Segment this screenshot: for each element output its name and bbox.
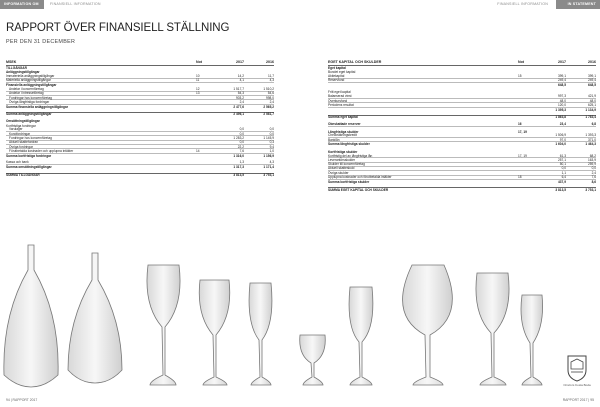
row-value-previous: 2 581,7 — [263, 112, 274, 117]
row-label: Summa kortfristiga fordringar — [6, 153, 52, 158]
row-label: Checkräkningskredit — [328, 133, 357, 138]
header-note: Not — [518, 60, 524, 64]
row-value-previous: 48,0 — [589, 98, 596, 103]
row-value-previous: 1 171,4 — [263, 165, 274, 170]
row-label: Omsättningstillgångar — [6, 119, 40, 124]
champagne-glass-1 — [249, 283, 272, 385]
page-subtitle: PER DEN 31 DECEMBER — [6, 39, 76, 45]
row-label: Överkursfond — [328, 98, 348, 103]
row-value-previous: 0,0 — [269, 127, 274, 132]
row-value-previous: 2,4 — [591, 170, 596, 175]
row-label: Summa omsättningstillgångar — [6, 165, 52, 170]
table-row — [328, 115, 596, 119]
row-label: Materiella anläggningstillgångar — [6, 78, 51, 83]
row-value-previous: 1 783,4 — [585, 115, 596, 120]
row-value-previous: 1 156,9 — [263, 153, 274, 158]
row-note: 14 — [196, 148, 200, 153]
row-value-current: 1 604,0 — [555, 142, 566, 147]
row-value-previous: 54,6 — [267, 91, 274, 96]
row-label: Kortfristiga fordringar — [6, 123, 36, 128]
row-value-previous: 1 510,2 — [263, 86, 274, 91]
row-value-current: 0,0 — [239, 127, 244, 132]
row-value-current: 0,0 — [561, 166, 566, 171]
row-value-previous: 0,3 — [269, 140, 274, 145]
row-note: 18 — [518, 175, 522, 180]
row-value-previous: 163,9 — [588, 157, 596, 162]
row-value-previous: 421,9 — [588, 94, 596, 99]
row-value-previous: 399,1 — [588, 74, 596, 79]
wine-glass-2 — [199, 280, 230, 385]
row-note: 17, 19 — [518, 153, 527, 158]
row-label: Aktiekapital — [328, 74, 345, 79]
tall-wine-glass — [476, 273, 509, 385]
header-note: Not — [196, 60, 202, 64]
row-value-current: 0,0 — [239, 131, 244, 136]
table-row — [6, 154, 274, 158]
row-value-current: 50,1 — [559, 162, 566, 167]
section-tab-left: INFORMATION OM — [0, 0, 44, 9]
row-label: SUMMA TILLGÅNGAR — [6, 173, 40, 178]
row-value-previous: 1 134,9 — [585, 107, 596, 112]
row-label: Eget kapital — [328, 66, 346, 70]
crest-icon — [566, 354, 588, 382]
footer-left: 94 | RAPPORT 2017 — [6, 398, 38, 402]
row-label: Kundfordringar — [9, 131, 31, 136]
row-value-previous: 3 753,1 — [585, 187, 596, 192]
balloon-glass — [403, 265, 453, 385]
row-value-previous: 0,0 — [269, 131, 274, 136]
row-note: 11 — [196, 78, 200, 83]
row-value-current: 1,3 — [239, 160, 244, 165]
row-value-previous: 9,4 — [269, 144, 274, 149]
row-value-current: 997,3 — [558, 94, 566, 99]
table-row — [6, 165, 274, 169]
header-label: MSEK — [6, 60, 17, 64]
decanter-small — [68, 253, 122, 383]
row-label: Anläggningstillgångar — [6, 70, 40, 75]
row-label: Fritt eget kapital — [328, 90, 351, 95]
row-label: Andelar i koncernföretag — [9, 86, 44, 91]
row-value-current: 23,4 — [559, 121, 566, 126]
row-value-current: 1 506,9 — [555, 133, 566, 138]
row-value-previous: 1 464,3 — [585, 142, 596, 147]
table-row — [328, 180, 596, 184]
row-value-current: 257,1 — [558, 157, 566, 162]
row-value-current: 3 813,5 — [233, 173, 244, 178]
row-note: 12 — [196, 86, 200, 91]
header-text-left: FINANSIELL INFORMATION — [50, 2, 101, 6]
table-row — [328, 142, 596, 146]
row-label: Banklån — [328, 137, 340, 142]
row-value-current: 437,9 — [558, 179, 566, 184]
row-label: Obeskattade reserver — [328, 121, 361, 126]
row-value-previous: 4,3 — [269, 78, 274, 83]
row-label: Upplupna kostnader och förutbetalda intäkter — [328, 175, 392, 180]
row-value-current: 1,1 — [561, 170, 566, 175]
row-label: Övriga långfristiga fordringar — [9, 99, 50, 104]
row-value-previous: 68,2 — [589, 153, 596, 158]
row-label: Övriga skulder — [328, 170, 349, 175]
header-year-current: 2017 — [236, 60, 244, 64]
row-value-previous: 4,3 — [269, 160, 274, 165]
row-label: Andelar i intresseföretag — [9, 91, 44, 96]
row-label: Fordringar hos koncernföretag — [9, 135, 52, 140]
row-value-previous: 2,4 — [269, 99, 274, 104]
row-label: Leverantörsskulder — [328, 157, 356, 162]
row-value-previous: 11,7 — [268, 74, 274, 79]
row-value-current: 120,0 — [558, 102, 566, 107]
row-value-current: 1 863,8 — [555, 115, 566, 120]
row-label: TILLGÅNGAR — [6, 66, 27, 70]
row-value-current: 249,4 — [558, 78, 566, 83]
header-text-right: FINANSIELL INFORMATION — [497, 2, 548, 6]
row-label: Immateriella anläggningstillgångar — [6, 74, 55, 79]
row-value-previous: 2 565,2 — [263, 104, 274, 109]
row-label: Summa kortfristiga skulder — [328, 179, 370, 184]
header-label: EGET KAPITAL OCH SKULDER — [328, 60, 382, 64]
row-label: Periodens resultat — [328, 102, 354, 107]
row-value-current: 6,4 — [561, 175, 566, 180]
row-label: Kortfristiga skulder — [328, 149, 358, 154]
row-value-current: 1 395,3 — [555, 107, 566, 112]
row-value-previous: 3 753,1 — [263, 173, 274, 178]
row-label: Skulder till koncernföretag — [328, 162, 365, 167]
row-value-current: 903,2 — [236, 95, 244, 100]
footer-right: RAPPORT 2017 | 95 — [562, 398, 594, 402]
row-value-current: 1 517,7 — [233, 86, 244, 91]
row-value-previous: 648,5 — [588, 83, 596, 88]
equity-liabilities-table — [328, 60, 596, 191]
row-label: SUMMA EGET KAPITAL OCH SKULDER — [328, 187, 389, 192]
row-value-current: 2,4 — [239, 99, 244, 104]
row-note: 15 — [518, 74, 522, 79]
glassware-photo — [0, 225, 600, 395]
row-value-previous: 1,0 — [269, 148, 274, 153]
section-tab-right: IN STATEMENT AUDIT — [556, 0, 600, 9]
small-glass — [300, 335, 326, 385]
row-value-current: 1 316,0 — [233, 153, 244, 158]
header-year-previous: 2016 — [266, 60, 274, 64]
row-label: Bundet eget kapital — [328, 70, 356, 75]
row-value-current: 399,1 — [558, 74, 566, 79]
row-value-current: 1 317,3 — [233, 165, 244, 170]
wine-glass-1 — [147, 265, 180, 385]
row-label: Fordringar hos koncernföretag — [9, 95, 52, 100]
row-value-current: 48,0 — [559, 98, 566, 103]
row-note: 16 — [518, 121, 522, 126]
row-value-previous: 371,0 — [588, 137, 596, 142]
decanter-large — [4, 245, 58, 387]
row-value-current: 2 477,6 — [233, 104, 244, 109]
row-note: 13 — [196, 91, 200, 96]
row-label: Balanserad vinst — [328, 94, 352, 99]
table-row — [6, 105, 274, 109]
row-label: Reservfond — [328, 78, 345, 83]
table-row — [6, 173, 274, 177]
row-value-previous: 6,8 — [591, 121, 596, 126]
row-value-current: 97,0 — [559, 137, 566, 142]
row-label: Aktuell skattefordran — [9, 140, 39, 145]
row-value-previous: 259,9 — [588, 162, 596, 167]
row-value-previous: 998,0 — [266, 95, 274, 100]
row-value-current: 7,6 — [239, 148, 244, 153]
row-note: 17, 19 — [518, 129, 527, 134]
table-row — [328, 187, 596, 191]
row-value-previous: 8,6 — [591, 179, 596, 184]
row-label: Långfristiga skulder — [328, 129, 359, 134]
row-value-previous: 1 145,9 — [263, 135, 274, 140]
header-year-current: 2017 — [558, 60, 566, 64]
row-value-current: 61,3 — [559, 153, 566, 158]
row-note: 10 — [196, 74, 200, 79]
row-label: Finansiella anläggningstillgångar — [6, 83, 57, 88]
row-value-current: 14,2 — [237, 74, 244, 79]
row-value-current: 54,3 — [237, 91, 244, 96]
header-year-previous: 2016 — [588, 60, 596, 64]
row-label: Summa långfristiga skulder — [328, 142, 370, 147]
row-value-current: 1 283,2 — [233, 135, 244, 140]
row-value-previous: 249,4 — [588, 78, 596, 83]
champagne-glass-2 — [349, 287, 373, 385]
table-row — [6, 112, 274, 116]
row-label: Övriga fordringar — [9, 144, 33, 149]
row-value-current: 648,5 — [558, 83, 566, 88]
row-value-current: 2 496,1 — [233, 112, 244, 117]
row-label: Förutbetalda kostnader och upplupna intäkter — [9, 148, 74, 153]
row-value-previous: 0,0 — [591, 166, 596, 171]
row-value-current: 4,1 — [239, 78, 244, 83]
row-value-previous: 625,1 — [588, 102, 596, 107]
assets-table — [6, 60, 274, 177]
row-label: Summa eget kapital — [328, 115, 358, 120]
row-label: Kassa och bank — [6, 160, 29, 165]
equity-table-body — [328, 66, 596, 191]
table-row — [328, 122, 596, 126]
assets-table-body — [6, 66, 274, 177]
page-title: RAPPORT ÖVER FINANSIELL STÄLLNING — [6, 22, 230, 34]
row-value-current: 3 813,5 — [555, 187, 566, 192]
row-value-current: 22,2 — [237, 144, 244, 149]
logo-text: Orrefors Kosta Boda — [563, 383, 591, 387]
row-value-previous: 1 393,3 — [585, 133, 596, 138]
row-label: Summa anläggningstillgångar — [6, 112, 52, 117]
spirits-glass — [521, 295, 543, 385]
row-value-current: 0,0 — [239, 140, 244, 145]
row-label: Summa finansiella anläggningstillgångar — [6, 104, 68, 109]
row-label: Kortfristig del av långfristiga lån — [328, 153, 373, 158]
row-value-previous: 7,6 — [591, 175, 596, 180]
row-label: Varulager — [9, 127, 23, 132]
row-label: Aktuell skatteskuld — [328, 166, 355, 171]
